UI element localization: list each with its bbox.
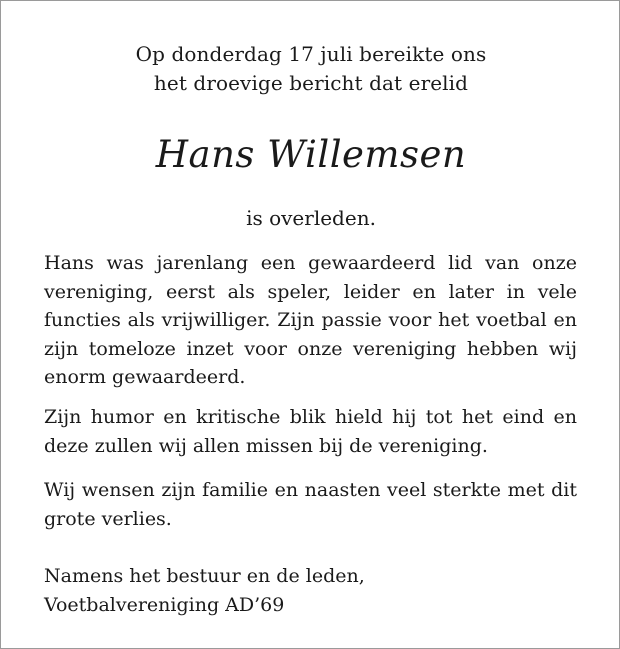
passed-away-text: is overleden. [246, 206, 376, 230]
signature-line-1: Namens het bestuur en de leden, [44, 565, 365, 587]
intro-text [1, 40, 620, 98]
paragraph-humor: Zijn humor en kritische blik hield hij tot het eind en deze zullen wij allen missen bij de vereniging. [44, 406, 577, 457]
intro-line-1: Op donderdag 17 juli bereikte ons [135, 42, 487, 66]
paragraph-tribute: Hans was jarenlang een gewaardeerd lid van onze vereniging, eerst als speler, leider en later in vele functies als vrijwilliger. Zijn passie voor het voetbal en zijn tomeloze inzet voor onze vereniging hebben wij enorm gewaardeerd. [44, 252, 577, 388]
paragraph-condolence: Wij wensen zijn familie en naasten veel sterkte met dit grote verlies. [44, 479, 577, 530]
intro-line-2: het droevige bericht dat erelid [153, 71, 469, 95]
signature [44, 562, 577, 620]
deceased-name: Hans Willemsen [155, 133, 467, 176]
signature-line-2: Voetbalvereniging AD’69 [44, 594, 285, 616]
